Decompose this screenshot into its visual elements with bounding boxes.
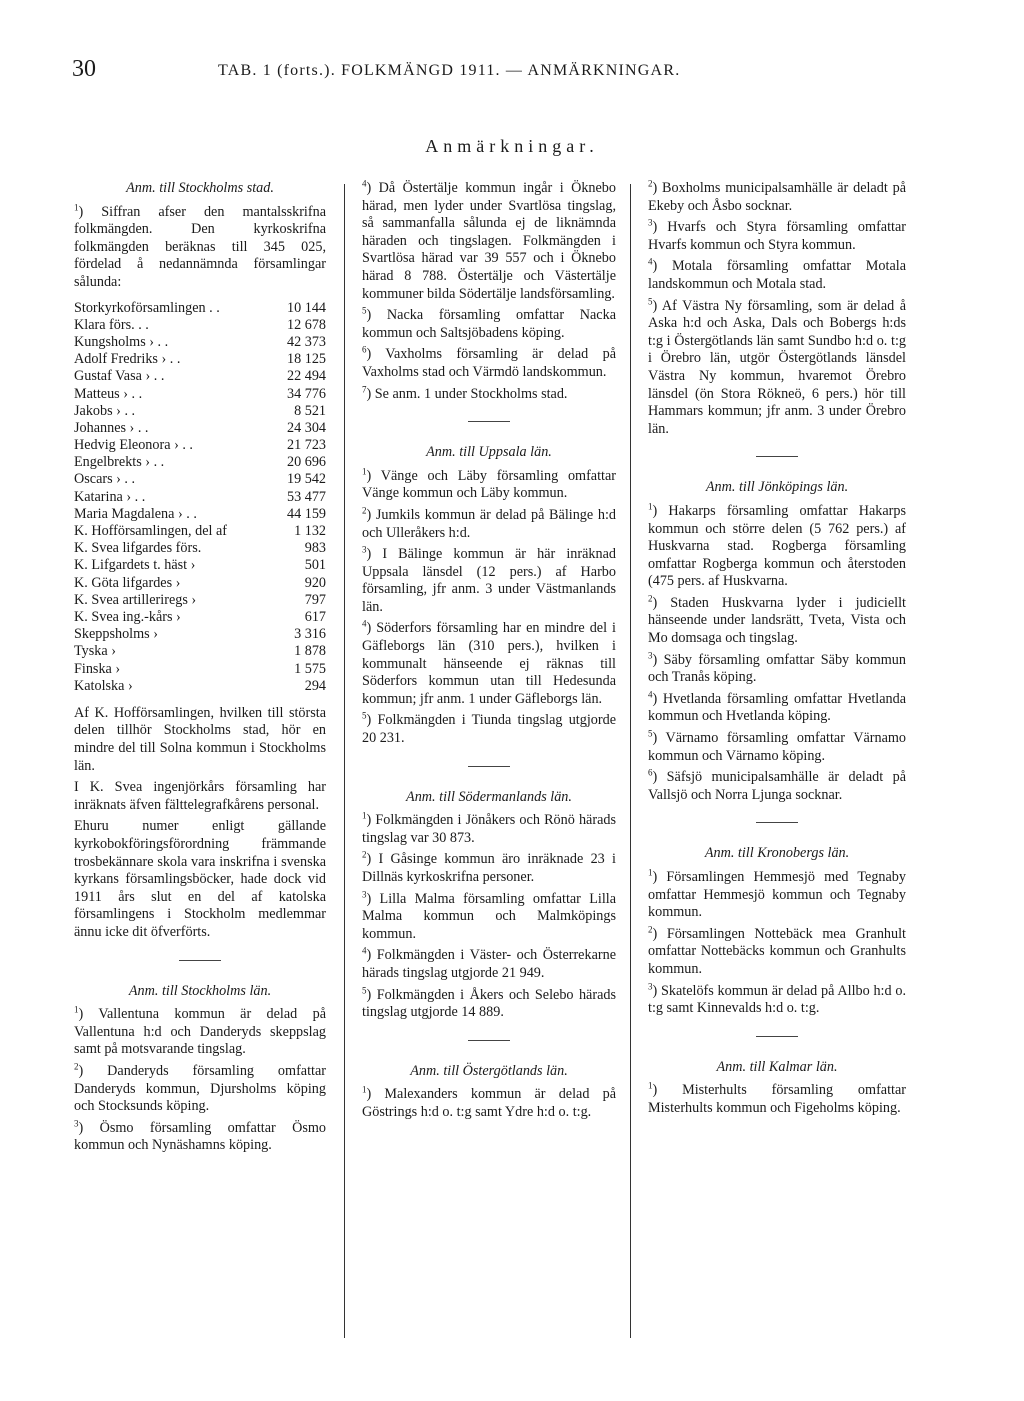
note-number: 5 [648,295,653,306]
page-number: 30 [72,56,96,82]
parish-row [74,386,326,403]
note-number: 4 [362,618,367,629]
parish-row [74,609,326,626]
note [362,712,616,747]
note [362,465,616,503]
separator-rule [468,766,510,767]
parish-population: 294 [304,677,326,694]
section-heading: Anm. till Jönköpings län. [705,479,849,496]
note-number: 1 [648,501,653,512]
note [362,507,616,542]
note [648,980,906,1018]
parish-name: Kungsholms › . . [74,333,169,350]
parish-row [74,540,326,557]
parish-name: Skeppsholms › [74,626,158,643]
parish-row [74,471,326,488]
section-title: Anmärkningar. [425,136,599,156]
parish-population: 19 542 [286,471,326,488]
column-3 [648,180,906,1122]
note [648,1082,906,1117]
parish-population: 8 521 [294,402,326,419]
note-number: 5 [362,305,367,316]
parish-list [74,300,326,695]
note-text: ) Folkmängden i Väster- och Österrekarne härads tingslag utgjorde 21 949. [362,947,616,981]
note-number: 1 [648,867,653,878]
notes-block [362,1086,616,1121]
parish-name: Jakobs › . . [74,402,136,419]
parish-name: Engelbrekts › . . [74,454,165,471]
parish-row [74,368,326,385]
note-number: 1 [362,1084,367,1095]
note-text: ) Malexanders kommun är delad på Göstrings h:d o. t:g samt Ydre h:d o. t:g. [362,1086,616,1120]
parish-row [74,403,326,420]
parish-row [74,300,326,317]
column-divider [344,184,345,1338]
parish-row [74,437,326,454]
note-number: 2 [648,924,653,935]
note [648,595,906,648]
note-number: 3 [74,1118,79,1129]
section-heading: Anm. till Kronobergs län. [704,845,850,862]
parish-name: Maria Magdalena › . . [74,505,197,522]
parish-name: Gustaf Vasa › . . [74,368,165,385]
note-text: ) Vallentuna kommun är delad på Vallentuna h:d och Danderyds skeppslag samt på motsvarande tingslag. [74,1006,326,1058]
parish-population: 1 878 [294,643,326,660]
note-number: 4 [362,945,367,956]
note-text: ) I Gåsinge kommun äro inräknade 23 i Dillnäs kyrkoskrifna personer. [362,851,616,885]
parish-row [74,575,326,592]
separator-rule [756,1036,798,1037]
note [362,307,616,342]
separator-rule [468,421,510,422]
note [648,730,906,765]
note-text: ) Söderfors församling har en mindre del i Gäfleborgs län (310 pers.), hvilken i kommunalt hänseende ej räknas till Söderfors kommun utan till Hedesunda kommun; jfr anm. 1 under Gäfleborgs län. [362,620,616,707]
note-text: ) Siffran afser den mantalsskrifna folkmängden. Den kyrkoskrifna folkmängden beräknas till 345 025, fördelad å nedannämnda församlingar sålunda: [74,203,326,290]
note [74,201,326,292]
parish-population: 797 [304,591,326,608]
notes-block [362,465,616,748]
note [648,503,906,591]
note-number: 4 [362,178,367,189]
note-text: ) Lilla Malma församling omfattar Lilla Malma kommun och Malmköpings kommun. [362,890,616,942]
note-number: 2 [648,593,653,604]
note [362,888,616,944]
parish-name: Katarina › . . [74,488,146,505]
parish-row [74,317,326,334]
note-text: ) Misterhults församling omfattar Misterhults kommun och Figeholms köping. [648,1082,906,1116]
note-number: 2 [362,849,367,860]
parish-population: 1 575 [294,660,326,677]
note [362,947,616,982]
note [648,180,906,215]
note-number: 3 [362,888,367,899]
note [648,869,906,922]
note-text: ) I Bälinge kommun är här inräknad Uppsala länsdel (12 pers.) af Harbo församling, jfr anm. 3 under Västmanlands län. [362,546,616,615]
parish-population: 53 477 [286,488,326,505]
parish-name: Tyska › [74,643,116,660]
note-text: ) Hvarfs och Styra församling omfattar Hvarfs kommun och Styra kommun. [648,219,906,253]
parish-row [74,523,326,540]
parish-name: K. Lifgardets t. häst › [74,557,196,574]
note [648,295,906,439]
note-number: 2 [362,505,367,516]
parish-row [74,557,326,574]
separator-rule [468,1040,510,1041]
note-text: ) Säfsjö municipalsamhälle är deladt på Vallsjö och Norra Ljunga socknar. [648,769,906,803]
parish-name: K. Svea artilleriregs › [74,591,197,608]
note [648,691,906,726]
parish-population: 3 316 [294,626,326,643]
notes-block [362,180,616,403]
parish-row [74,489,326,506]
note [74,1120,326,1155]
separator-rule [756,822,798,823]
column-1 [74,180,326,1159]
note-text: ) Motala församling omfattar Motala landskommun och Motala stad. [648,258,906,292]
notes-block [648,1082,906,1117]
page-header [0,56,1024,96]
parish-name: K. Göta lifgardes › [74,574,181,591]
note-text: ) Skatelöfs kommun är delad på Allbo h:d o. t:g samt Kinnevalds h:d o. t:g. [648,982,906,1017]
parish-population: 1 132 [294,523,326,539]
note [648,258,906,293]
parish-population: 20 696 [286,454,326,471]
note [362,1086,616,1121]
parish-name: Johannes › . . [74,419,149,436]
note [362,984,616,1022]
note [362,812,616,847]
parish-population: 44 159 [286,505,326,522]
parish-population: 10 144 [286,299,326,316]
note-text: ) Nacka församling omfattar Nacka kommun och Saltsjöbadens köping. [362,307,616,341]
note-text: ) Ösmo församling omfattar Ösmo kommun och Nynäshamns köping. [74,1119,326,1154]
parish-population: 920 [304,574,326,591]
parish-row [74,420,326,437]
parish-row [74,454,326,471]
parish-population: 22 494 [286,368,326,385]
note-text: ) Folkmängden i Jönåkers och Rönö härads tingslag var 30 873. [362,812,616,846]
note [362,180,616,303]
separator-rule [756,456,798,457]
note-number: 4 [648,689,653,700]
note-number: 3 [648,217,653,228]
note-text: ) Då Östertälje kommun ingår i Öknebo härad, men lyder under Svartlösa tingslag, så sammanfalla sålunda ej de liknämnda häraden och tingslagen. Folkmängden i Svartlösa härad var 39 557 och i Öknebo härad 8 788. Östertälje och Västertälje kommuner bilda Södertälje landsförsamling. [362,180,616,302]
note-text: ) Se anm. 1 under Stockholms stad. [366,385,568,402]
parish-row [74,334,326,351]
note-number: 2 [74,1061,79,1072]
parish-name: Oscars › . . [74,471,136,488]
note [648,649,906,687]
section-heading: Anm. till Östergötlands län. [410,1062,568,1079]
note-text: ) Vaxholms församling är delad på Vaxholms stad och Värmdö landskommun. [362,346,616,380]
note-number: 6 [362,344,367,355]
note [362,346,616,381]
note-text: ) Boxholms municipalsamhälle är deladt på Ekeby och Åsbo socknar. [648,180,906,214]
note-text: ) Folkmängden i Åkers och Selebo härads tingslag utgjorde 14 889. [362,986,616,1021]
note-number: 1 [362,810,367,821]
section-heading: Anm. till Stockholms stad. [126,180,274,196]
note [648,926,906,979]
parish-row [74,661,326,678]
parish-row [74,626,326,643]
note [362,851,616,886]
note [362,620,616,708]
parish-row [74,592,326,609]
note-number: 3 [648,980,653,991]
section-heading: Anm. till Södermanlands län. [406,788,572,805]
parish-row [74,678,326,695]
note-text: ) Hakarps församling omfattar Hakarps kommun och större delen (5 762 pers.) af Huskvarna stad. Rogberga församling omfattar Rogberga kommun och återstoden (475 pers. af Huskvarna. [648,502,906,590]
section-heading: Anm. till Kalmar län. [716,1058,838,1075]
note-number: 5 [362,710,367,721]
notes-block [648,180,906,438]
note-text: ) Danderyds församling omfattar Danderyds kommun, Djursholms köping och Stocksunds köping. [74,1062,326,1115]
notes-block [362,812,616,1022]
note [74,1006,326,1059]
parish-population: 21 723 [286,437,326,454]
notes-block [648,503,906,805]
parish-name: Hedvig Eleonora › . . [74,437,193,454]
notes-block [74,1006,326,1155]
note-number: 3 [648,649,653,660]
note-number: 6 [648,767,653,778]
note-text: ) Hvetlanda församling omfattar Hvetlanda kommun och Hvetlanda köping. [648,690,906,725]
parish-name: Matteus › . . [74,385,143,402]
parish-row [74,643,326,660]
parish-population: 12 678 [286,316,326,333]
note-text: ) Staden Huskvarna lyder i judiciellt hänseende under landsrätt, Tveta, Vista och Mo domsaga och tingslag. [648,594,906,647]
parish-row [74,351,326,368]
note-number: 5 [648,728,653,739]
parish-population: 617 [304,608,326,625]
parish-population: 501 [304,557,326,574]
note-number: 1 [74,201,79,212]
separator-rule [179,960,221,961]
note-number: 1 [648,1080,653,1091]
parish-name: Adolf Fredriks › . . [74,351,181,368]
parish-name: K. Hofförsamlingen, del af [74,523,228,539]
parish-row [74,506,326,523]
note-text: ) Säby församling omfattar Säby kommun och Tranås köping. [648,651,906,686]
parish-name: K. Svea ing.-kårs › [74,608,181,625]
parish-name: Storkyrkoförsamlingen . . [74,299,220,316]
column-2 [362,180,616,1126]
paragraph: I K. Svea ingenjörkårs församling har inräknats äfven fälttelegrafkårens personal. [74,779,326,813]
note-number: 4 [648,256,653,267]
paragraph: Ehuru numer enligt gällande kyrkobokföringsförordning främmande trosbekännare skola vara inskrifna i svenska kyrkans församlingsböcker, hade dock vid 1911 års slut en del af katolska församlingens i Stockholm medlemmar ännu icke dit öfverförts. [74,818,326,940]
note-number: 1 [362,465,367,476]
note-text: ) Församlingen Nottebäck mea Granhult omfattar Nottebäcks kommun och Granhults kommun. [648,925,906,977]
note-text: ) Jumkils kommun är delad på Bälinge h:d och Ulleråkers h:d. [362,506,616,541]
parish-name: Katolska › [74,677,133,694]
parish-population: 983 [304,540,326,557]
note-text: ) Folkmängden i Tiunda tingslag utgjorde 20 231. [362,712,616,747]
note-number: 1 [74,1004,79,1015]
paragraph: Af K. Hofförsamlingen, hvilken till största delen tillhör Stockholms stad, hör en mindre del till Solna kommun i Stockholms län. [74,704,326,774]
note-number: 3 [362,544,367,555]
note-number: 5 [362,984,367,995]
parish-population: 42 373 [286,333,326,350]
parish-name: Klara förs. . . [74,316,149,333]
parish-population: 34 776 [286,385,326,402]
note-number: 2 [648,178,653,189]
note [648,769,906,804]
notes-block [648,869,906,1018]
section-heading: Anm. till Stockholms län. [128,982,272,999]
note [74,1063,326,1116]
note [648,219,906,254]
note-text: ) Vänge och Läby församling omfattar Vänge kommun och Läby kommun. [362,467,616,502]
note [362,383,616,404]
parish-name: Finska › [74,660,121,677]
note-number: 7 [362,383,367,394]
note-text: ) Af Västra Ny församling, som är delad å Aska h:d och Aska, Dals och Bobergs h:ds t:g i Östergötlands län samt Sundbo h:d o. t:g i Örebro län, utgör Östergötlands länsdel Västra Ny kommun, hvaremot Örebro länsdel (ön Stora Rökneö, 6 pers.) hör till Hammars kommun; jfr anm. 3 under Örebro län. [648,297,906,437]
parish-population: 24 304 [286,419,326,436]
running-head: TAB. 1 (forts.). FOLKMÄNGD 1911. — ANMÄRKNINGAR. [218,62,681,79]
parish-population: 18 125 [286,351,326,368]
section-heading: Anm. till Uppsala län. [426,444,552,461]
note [362,546,616,616]
parish-name: K. Svea lifgardes förs. [74,540,202,557]
note-text: ) Församlingen Hemmesjö med Tegnaby omfattar Hemmesjö kommun och Tegnaby kommun. [648,869,906,921]
column-divider [630,184,631,1338]
note-text: ) Värnamo församling omfattar Värnamo kommun och Värnamo köping. [648,730,906,764]
